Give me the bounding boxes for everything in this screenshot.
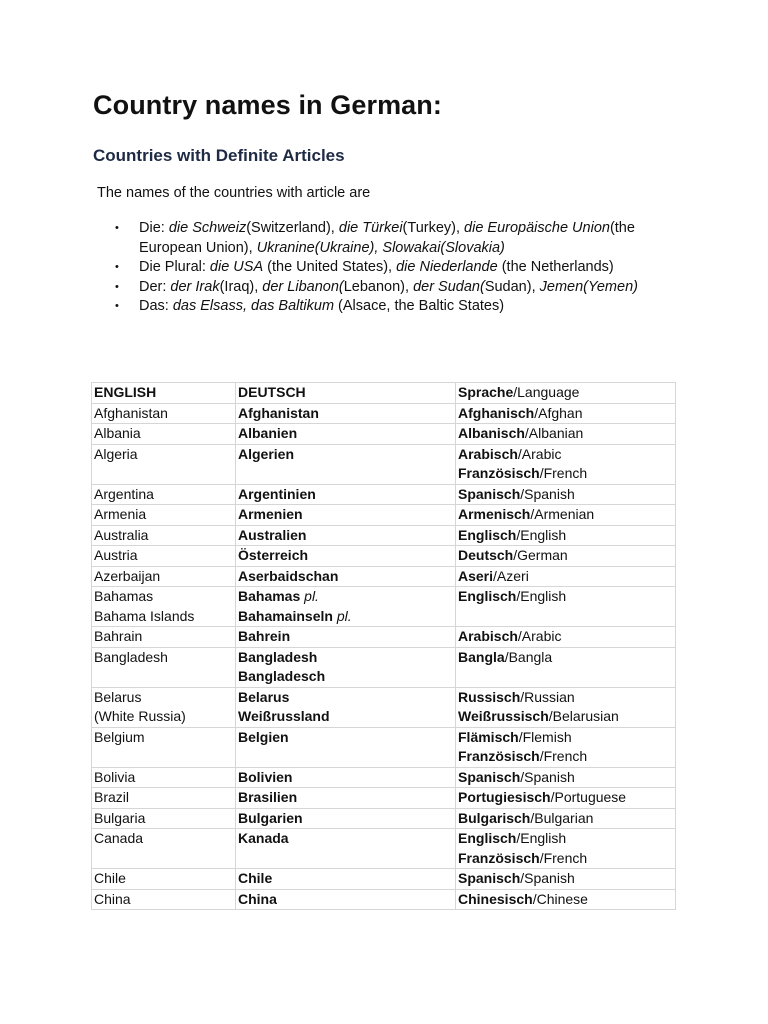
language-name [458, 829, 673, 849]
plain-text: /Afghan [534, 404, 583, 421]
english-name [94, 505, 233, 525]
cell-deutsch [236, 444, 456, 484]
english-name [94, 768, 233, 788]
plain-text: China [94, 890, 131, 907]
articles-list [115, 219, 679, 317]
cell-english [92, 587, 236, 627]
plain-text: Bangladesh [94, 648, 168, 665]
bold-text: Spanisch [458, 870, 521, 886]
plain-text: Argentina [94, 485, 154, 502]
bold-text: Bangladesch [238, 668, 326, 684]
cell-english [92, 525, 236, 546]
german-name [238, 707, 453, 727]
plain-text: pl. [332, 607, 352, 624]
bold-text: Albanien [238, 425, 298, 441]
bold-text: Chinesisch [458, 890, 533, 907]
article-list-item [115, 258, 679, 278]
plain-text: /Belarusian [548, 708, 619, 724]
german-name [238, 567, 453, 587]
german-name [238, 829, 453, 849]
language-name [458, 445, 673, 465]
plain-text: Chile [94, 870, 126, 886]
plain-text: /Russian [520, 688, 575, 705]
bold-text: Österreich [238, 547, 309, 563]
german-term: das Elsass, das Baltikum [172, 298, 335, 314]
plain-text: Bahamas [94, 588, 154, 604]
german-term: die Schweiz [168, 220, 247, 236]
german-name [238, 788, 453, 808]
cell-english [92, 566, 236, 587]
cell-deutsch [236, 889, 456, 910]
english-name [94, 627, 233, 647]
cell-language [456, 525, 676, 546]
bold-text: Bahrein [238, 628, 291, 644]
header-language-rest: /Language [513, 384, 580, 400]
bold-text: Deutsch [458, 547, 514, 563]
cell-language [456, 687, 676, 727]
german-term: der Libanon( [262, 278, 344, 295]
bold-text: Afghanisch [458, 404, 535, 421]
german-name [238, 809, 453, 829]
article-text: (Iraq), [219, 278, 263, 295]
english-name [94, 688, 233, 708]
article-text: Die: [139, 220, 169, 236]
table-row [92, 587, 676, 627]
bold-text: Armenien [238, 506, 303, 522]
german-name [238, 526, 453, 546]
english-name [94, 424, 233, 444]
english-name [94, 485, 233, 505]
plain-text: Brazil [94, 789, 130, 805]
bold-text: Spanisch [458, 485, 521, 502]
english-name [94, 526, 233, 546]
article-text: Das: [139, 298, 173, 314]
bold-text: Belgien [238, 728, 289, 745]
language-name [458, 505, 673, 525]
german-name [238, 728, 453, 748]
language-name [458, 567, 673, 587]
cell-deutsch [236, 505, 456, 526]
bold-text: Aserbaidschan [238, 567, 339, 584]
cell-language [456, 587, 676, 627]
bold-text: Australien [238, 526, 307, 543]
cell-language [456, 869, 676, 890]
plain-text: /Armenian [530, 506, 595, 522]
cell-deutsch [236, 727, 456, 767]
cell-english [92, 687, 236, 727]
table-row [92, 403, 676, 424]
german-name [238, 485, 453, 505]
table-row [92, 566, 676, 587]
german-term: der Irak [170, 278, 220, 295]
english-name [94, 404, 233, 424]
cell-deutsch [236, 403, 456, 424]
cell-deutsch [236, 424, 456, 445]
article-text: (the European Union), [139, 220, 635, 256]
english-name [94, 809, 233, 829]
cell-english [92, 808, 236, 829]
language-name [458, 485, 673, 505]
german-term: die Niederlande [396, 259, 498, 275]
cell-language [456, 627, 676, 648]
cell-deutsch [236, 627, 456, 648]
cell-deutsch [236, 869, 456, 890]
section-heading: Countries with Definite Articles [93, 146, 345, 165]
plain-text: Bulgaria [94, 809, 146, 826]
bold-text: Bahamainseln [238, 607, 333, 624]
bold-text: Chile [238, 870, 273, 886]
english-name [94, 829, 233, 849]
table-row [92, 627, 676, 648]
cell-english [92, 546, 236, 567]
bold-text: Argentinien [238, 485, 316, 502]
plain-text: pl. [300, 588, 319, 604]
english-name [94, 788, 233, 808]
plain-text: Bahama Islands [94, 607, 195, 624]
language-name [458, 849, 673, 869]
header-language [456, 383, 676, 404]
plain-text: /French [539, 748, 588, 764]
bullet-icon: • [115, 222, 119, 234]
table-row [92, 889, 676, 910]
german-name [238, 505, 453, 525]
bold-text: Weißrussland [238, 708, 330, 724]
table-row [92, 788, 676, 809]
cell-english [92, 444, 236, 484]
table-row [92, 647, 676, 687]
bold-text: Aseri [458, 567, 494, 584]
table-row [92, 424, 676, 445]
german-name [238, 627, 453, 647]
article-text: Der: [139, 278, 171, 295]
bullet-icon: • [115, 300, 119, 312]
english-name [94, 728, 233, 748]
english-name [94, 707, 233, 727]
table-row [92, 829, 676, 869]
cell-deutsch [236, 587, 456, 627]
header-english: ENGLISH [92, 383, 236, 404]
bold-text: Afghanistan [238, 404, 319, 421]
bold-text: Arabisch [458, 445, 518, 462]
english-name [94, 869, 233, 889]
bold-text: Spanisch [458, 768, 521, 785]
cell-language [456, 546, 676, 567]
plain-text: (White Russia) [94, 708, 186, 724]
cell-language [456, 808, 676, 829]
english-name [94, 567, 233, 587]
bold-text: Armenisch [458, 506, 531, 522]
language-name [458, 728, 673, 748]
bold-text: Französisch [458, 748, 540, 764]
plain-text: Belgium [94, 728, 145, 745]
german-term: der Sudan( [413, 278, 485, 295]
cell-language [456, 767, 676, 788]
english-name [94, 648, 233, 668]
bold-text: Französisch [458, 465, 540, 481]
german-term: Ukranine(Ukraine), Slowakai(Slovakia) [256, 239, 505, 256]
cell-english [92, 403, 236, 424]
table-row [92, 687, 676, 727]
plain-text: /English [516, 588, 567, 604]
plain-text: Azerbaijan [94, 567, 161, 584]
table-row [92, 727, 676, 767]
bold-text: Bangla [458, 648, 505, 665]
language-name [458, 869, 673, 889]
language-name [458, 890, 673, 910]
language-name [458, 747, 673, 767]
cell-deutsch [236, 647, 456, 687]
plain-text: /Albanian [524, 425, 584, 441]
cell-deutsch [236, 484, 456, 505]
article-list-item [115, 278, 679, 298]
cell-english [92, 627, 236, 648]
bold-text: Französisch [458, 849, 540, 866]
countries-table [91, 382, 676, 910]
bold-text: Flämisch [458, 728, 519, 745]
article-text: (the United States), [263, 259, 397, 275]
bold-text: Arabisch [458, 628, 518, 644]
article-text: (Switzerland), [246, 220, 339, 236]
bold-text: Weißrussisch [458, 708, 549, 724]
german-name [238, 648, 453, 668]
german-term: Jemen(Yemen) [539, 278, 638, 295]
intro-paragraph: The names of the countries with article are [97, 185, 371, 201]
language-name [458, 424, 673, 444]
plain-text: /Chinese [532, 890, 588, 907]
plain-text: Armenia [94, 506, 147, 522]
plain-text: /Spanish [520, 768, 575, 785]
plain-text: /Bangla [504, 648, 553, 665]
cell-language [456, 889, 676, 910]
german-name [238, 869, 453, 889]
article-text: (Turkey), [402, 220, 465, 236]
bold-text: Bolivien [238, 768, 293, 785]
bold-text: Albanisch [458, 425, 525, 441]
cell-deutsch [236, 829, 456, 869]
cell-deutsch [236, 808, 456, 829]
german-name [238, 445, 453, 465]
cell-deutsch [236, 525, 456, 546]
cell-language [456, 829, 676, 869]
plain-text: /French [539, 849, 588, 866]
cell-language [456, 727, 676, 767]
article-text: (Alsace, the Baltic States) [334, 298, 505, 314]
bold-text: Algerien [238, 445, 295, 462]
table-header-row [92, 383, 676, 404]
language-name [458, 587, 673, 607]
bullet-icon: • [115, 280, 119, 293]
english-name [94, 890, 233, 910]
cell-deutsch [236, 687, 456, 727]
article-text: Sudan), [484, 278, 540, 295]
cell-english [92, 505, 236, 526]
plain-text: Bahrain [94, 628, 143, 644]
english-name [94, 587, 233, 607]
plain-text: /French [539, 465, 588, 481]
cell-deutsch [236, 788, 456, 809]
bold-text: Portugiesisch [458, 789, 551, 805]
plain-text: Bolivia [94, 768, 136, 785]
table-row [92, 484, 676, 505]
cell-language [456, 444, 676, 484]
table-row [92, 505, 676, 526]
table-row [92, 869, 676, 890]
cell-language [456, 484, 676, 505]
page-title: Country names in German: [93, 90, 442, 120]
cell-language [456, 788, 676, 809]
cell-english [92, 767, 236, 788]
plain-text: Albania [94, 425, 141, 441]
article-text: (the Netherlands) [497, 259, 614, 275]
plain-text: /English [516, 526, 567, 543]
plain-text: Australia [94, 526, 149, 543]
plain-text: /German [513, 547, 568, 563]
plain-text: /Spanish [520, 870, 575, 886]
plain-text: /Spanish [520, 485, 575, 502]
article-text: Die Plural: [139, 259, 210, 275]
language-name [458, 648, 673, 668]
plain-text: /English [516, 830, 567, 846]
german-term: die USA [209, 259, 264, 275]
bold-text: Russisch [458, 688, 521, 705]
plain-text: Algeria [94, 445, 138, 462]
german-name [238, 890, 453, 910]
german-name [238, 546, 453, 566]
bold-text: Englisch [458, 526, 517, 543]
cell-language [456, 647, 676, 687]
german-name [238, 688, 453, 708]
table-row [92, 767, 676, 788]
plain-text: /Arabic [517, 445, 562, 462]
language-name [458, 526, 673, 546]
german-name [238, 607, 453, 627]
plain-text: Belarus [94, 688, 142, 705]
german-term: die Türkei [338, 220, 403, 236]
german-name [238, 768, 453, 788]
german-name [238, 404, 453, 424]
bold-text: China [238, 890, 277, 907]
bullet-icon: • [115, 261, 119, 273]
english-name [94, 546, 233, 566]
bold-text: Englisch [458, 830, 517, 846]
language-name [458, 404, 673, 424]
plain-text: /Azeri [493, 567, 529, 584]
plain-text: Austria [94, 547, 138, 563]
table-row [92, 444, 676, 484]
cell-english [92, 484, 236, 505]
bold-text: Belarus [238, 688, 290, 705]
plain-text: /Portuguese [550, 789, 627, 805]
plain-text: Afghanistan [94, 404, 168, 421]
bold-text: Bulgarien [238, 809, 303, 826]
plain-text: /Flemish [518, 728, 572, 745]
article-text: Lebanon), [343, 278, 414, 295]
english-name [94, 445, 233, 465]
cell-english [92, 788, 236, 809]
language-name [458, 688, 673, 708]
header-language-bold: Sprache [458, 384, 514, 400]
bold-text: Kanada [238, 830, 289, 846]
cell-deutsch [236, 546, 456, 567]
language-name [458, 627, 673, 647]
language-name [458, 707, 673, 727]
cell-language [456, 403, 676, 424]
plain-text: Canada [94, 830, 144, 846]
cell-language [456, 424, 676, 445]
german-name [238, 424, 453, 444]
cell-english [92, 829, 236, 869]
cell-english [92, 889, 236, 910]
header-deutsch: DEUTSCH [236, 383, 456, 404]
cell-deutsch [236, 767, 456, 788]
english-name [94, 607, 233, 627]
cell-language [456, 505, 676, 526]
language-name [458, 809, 673, 829]
cell-language [456, 566, 676, 587]
table-row [92, 525, 676, 546]
cell-deutsch [236, 566, 456, 587]
plain-text: /Bulgarian [530, 809, 594, 826]
article-list-item [115, 297, 679, 317]
language-name [458, 546, 673, 566]
table-row [92, 546, 676, 567]
bold-text: Bahamas [238, 588, 301, 604]
plain-text: /Arabic [517, 628, 562, 644]
bold-text: Bangladesh [238, 648, 318, 665]
cell-english [92, 727, 236, 767]
bold-text: Englisch [458, 588, 517, 604]
table-row [92, 808, 676, 829]
german-name [238, 667, 453, 687]
language-name [458, 464, 673, 484]
cell-english [92, 647, 236, 687]
language-name [458, 768, 673, 788]
bold-text: Bulgarisch [458, 809, 531, 826]
cell-english [92, 424, 236, 445]
article-list-item [115, 219, 679, 258]
bold-text: Brasilien [238, 789, 298, 805]
language-name [458, 788, 673, 808]
cell-english [92, 869, 236, 890]
german-name [238, 587, 453, 607]
german-term: die Europäische Union [464, 220, 610, 236]
